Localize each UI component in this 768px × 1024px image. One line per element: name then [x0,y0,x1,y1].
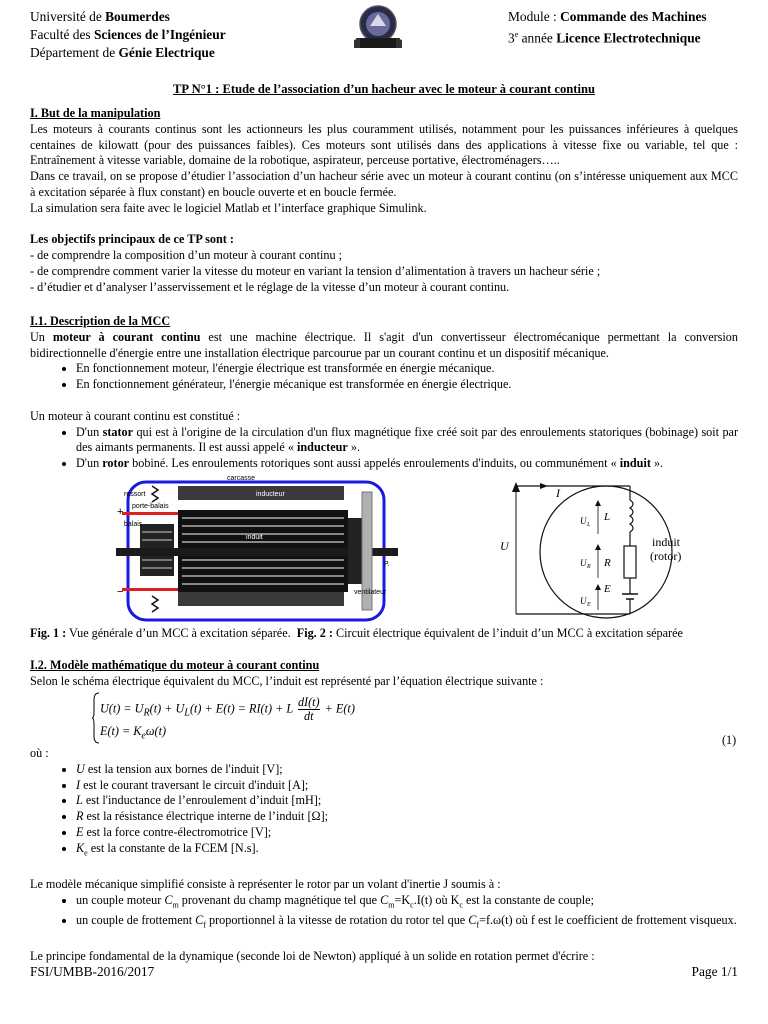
label-UR-sub: R [587,564,591,570]
section-description [30,314,738,472]
list-item: • $K_e$ est la constante de la FCEM [N.s]. [76,841,738,861]
list-item: • L est l'inductance de l’enroulement d’induit [mH]; [76,793,738,809]
label-E: E [604,583,611,595]
paragraph: Le principe fondamental de la dynamique (seconde loi de Newton) appliqué à un solide en rotation permet d'écrire : [30,948,595,963]
objective-item: - de comprendre comment varier la vitesse du moteur en variant la tension d’alimentation à travers un hacheur série ; [30,263,601,278]
section-heading: I.1. Description de la MCC [30,314,171,328]
equation-2: $E(t) = K_e\omega(t)$ [100,724,167,742]
paragraph: Les moteurs à courants continus sont les actionneurs les plus couramment utilisés, notamment pour les puissances inférieures à quelques centaines de kilowatt (pour des puissances faibles). Ces moteurs sont utilisés dans des applications à vitesse fixe ou variable, tel que : Entraînement à vitesse variable, domaine de la robotique, aspirateur, perceuse portative, électroménagers….. [30,121,738,168]
label-U: U [500,539,509,553]
label-porte-balais: porte-balais [132,503,169,510]
paragraph: Dans ce travail, on se propose d’étudier l’association d’un hacheur série avec un moteur à courant continu (on s’intéresse uniquement aux MCC à excitation séparée à flux constant) en boucle ouverte et en boucle fermée. [30,169,738,199]
label-rotor: (rotor) [650,549,682,563]
list-item: • un couple moteur $C_m$ provenant du champ magnétique tel que $C_m=K_c.I(t)$ où $K_c$ est la constante de couple; [76,893,738,913]
document-title: TP N°1 : Etude de l’association d’un hacheur avec le moteur à courant continu [173,82,595,96]
objective-item: - de comprendre la composition d’un moteur à courant continu ; [30,248,343,263]
components-list [30,425,738,472]
footer-reference: FSI/UMBB-2016/2017 [30,964,155,979]
section-heading: I. But de la manipulation [30,106,161,120]
equation-1: $U(t) = U_R(t) + U_L(t) + E(t) = RI(t) + L$ $\frac{dI(t)}{dt}$ + E(t) [100,695,355,723]
header-year: 3e année Licence Electrotechnique [508,30,701,46]
modes-list [30,361,738,393]
label-I: I [556,486,560,500]
label-UE: U [580,596,587,606]
spring-top-icon [152,486,158,502]
label-UL-sub: L [587,522,591,528]
header-module [508,8,707,47]
header-module-name: Module : Commande des Machines [508,9,707,24]
paragraph: Le modèle mécanique simplifié consiste à représenter le rotor par un volant d'inertie J soumis à : [30,876,501,891]
label-plus: + [117,506,124,518]
resistor-icon [624,546,636,578]
label-induit: induit [246,534,263,541]
header-faculty: Faculté des Sciences de l’Ingénieur [30,27,226,42]
wire-plus [122,512,178,515]
university-logo [346,4,410,52]
paragraph: Selon le schéma électrique équivalent du MCC, l’induit est représenté par l’équation électrique suivante : [30,673,544,688]
list-item: • E est la force contre-électromotrice [V]; [76,825,738,841]
header-institution [30,8,226,62]
brace-icon [92,692,100,744]
section-heading: I.2. Modèle mathématique du moteur à courant continu [30,658,320,672]
label-UL: U [580,516,587,526]
list-item-rotor: • D'un rotor bobiné. Les enroulements rotoriques sont aussi appelés enroulements d'induits, ou communément « induit ». [76,456,738,472]
objectives-title: Les objectifs principaux de ce TP sont : [30,232,234,247]
list-item: • U est la tension aux bornes de l'induit [V]; [76,762,738,778]
label-balais: balais [124,521,143,528]
paragraph: où : [30,746,49,760]
footer-page-number: Page 1/1 [691,964,738,979]
couples-list [30,893,738,933]
equation-system [92,690,392,746]
paragraph: Un moteur à courant continu est une machine électrique. Il s'agit d'un convertisseur électromécanique permettant la conversion bidirectionnelle d'énergie entre une installation électrique parcourue par un courant continu et un dispositif mécanique. [30,329,738,360]
label-L: L [604,511,611,523]
section-modele [30,658,738,690]
wire-minus [122,588,178,591]
inductor-icon [630,500,633,532]
figure-mcc-view [86,474,416,626]
list-item: • En fonctionnement moteur, l'énergie électrique est transformée en énergie mécanique. [76,361,738,377]
equation-number: (1) [722,733,737,747]
label-minus: − [117,586,124,598]
figure-captions: Fig. 1 : Vue générale d’un MCC à excitation séparée. Fig. 2 : Circuit électrique équivalent de l’induit d’un MCC à excitation séparée [30,626,683,640]
list-item: • I est le courant traversant le circuit d'induit [A]; [76,778,738,794]
header-university: Université de Boumerdes [30,9,170,24]
list-item: • En fonctionnement générateur, l'énergie mécanique est transformée en énergie électrique. [76,377,738,393]
label-carcasse: carcasse [226,475,256,482]
header-department: Département de Génie Electrique [30,45,215,60]
label-pole: P. [384,561,390,568]
document-page [30,0,738,1024]
inducteur-bottom [178,592,344,606]
section-variables [30,746,738,965]
label-UR: U [580,558,587,568]
list-item: • un couple de frottement $C_f$ proportionnel à la vitesse de rotation du rotor tel que $C_f=f.\omega(t)$ où f est le coefficient de frottement visqueux. [76,913,738,933]
label-R: R [604,557,611,569]
objective-item: - d’étudier et d’analyser l’asservissement et le réglage de la vitesse d’un moteur à courant continu. [30,279,510,294]
label-induit: induit [652,535,681,549]
label-UE-sub: E [587,602,591,608]
spring-bottom-icon [152,596,158,612]
list-item: • R est la résistance électrique interne de l’induit [Ω]; [76,809,738,825]
list-item-stator: • D'un stator qui est à l'origine de la circulation d'un flux magnétique fixe créé soit par des enroulements statoriques (bobinage) soit par des aimants permanents. Il est aussi appelé « inducteur ». [76,425,738,457]
paragraph: Un moteur à courant continu est constitué : [30,408,241,423]
section-but [30,106,738,296]
variables-list [30,762,738,861]
label-ressort: ressort [124,491,146,498]
paragraph: La simulation sera faite avec le logiciel Matlab et l’interface graphique Simulink. [30,200,427,215]
label-inducteur: inducteur [256,491,285,498]
figure-circuit [500,476,700,626]
label-ventilateur: ventilateur [354,589,387,596]
